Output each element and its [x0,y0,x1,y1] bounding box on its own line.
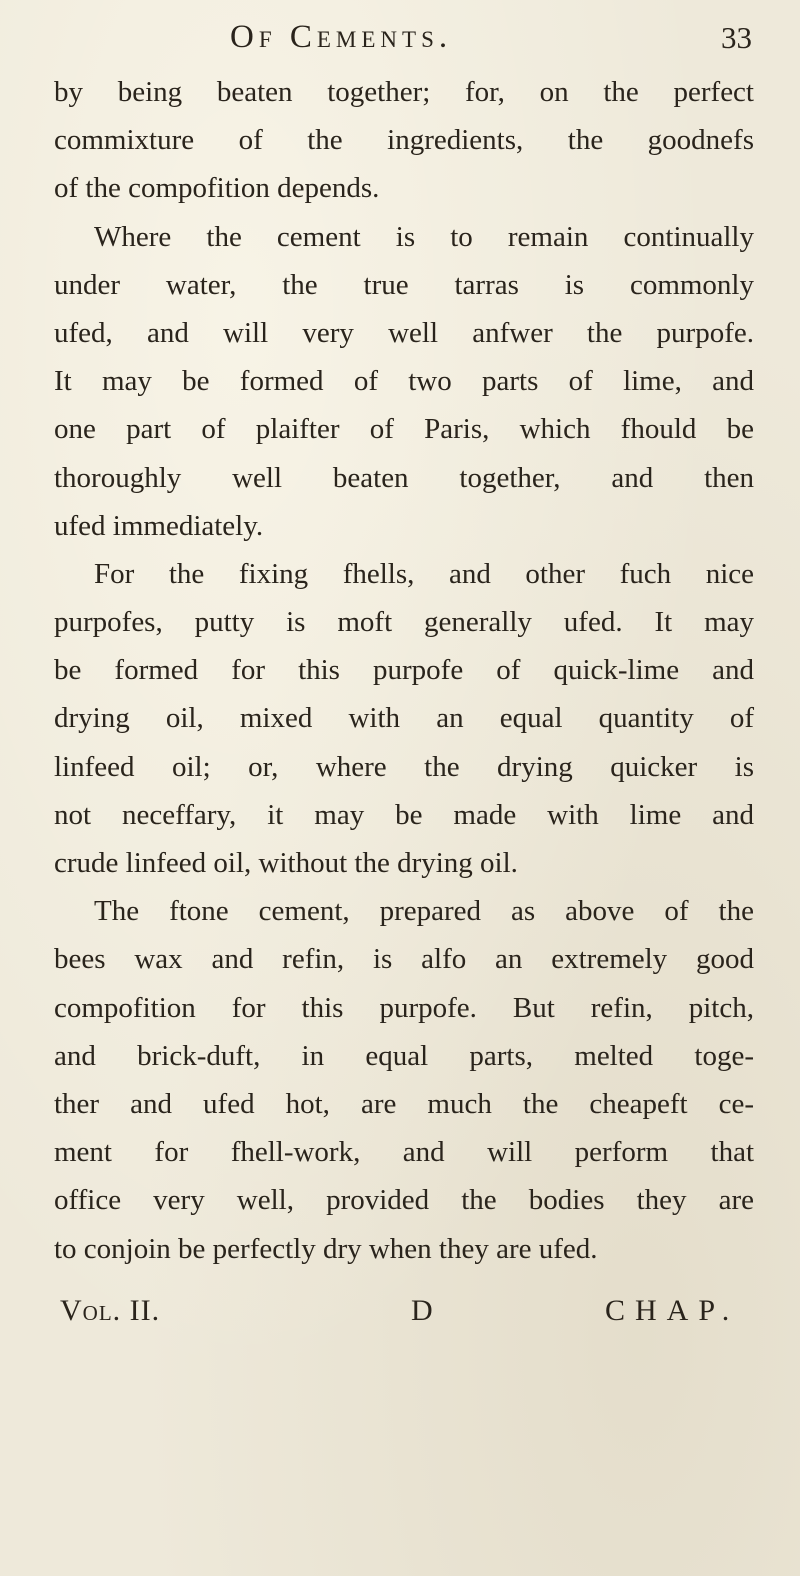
text-line: bees wax and refin, is alfo an extremely good [54,943,754,976]
text-line: one part of plaifter of Paris, which fhould be [54,413,754,446]
body-text [54,68,754,1273]
page-footer [60,1288,760,1334]
volume-label: Vol. II. [60,1294,161,1327]
text-line: by being beaten together; for, on the perfect [54,76,754,108]
text-line: to conjoin be perfectly dry when they are ufed. [54,1232,598,1265]
text-line: and brick-duft, in equal parts, melted toge- [54,1039,754,1072]
text-line: compofition for this purpofe. But refin, pitch, [54,991,754,1024]
running-title: Of Cements. [230,19,453,55]
page-number: 33 [721,20,752,55]
text-line: under water, the true tarras is commonly [54,268,754,301]
paragraph-start-line: For the fixing fhells, and other fuch nice [94,557,754,590]
text-line: be formed for this purpofe of quick-lime and [54,654,754,687]
text-line: drying oil, mixed with an equal quantity of [54,702,754,735]
paragraph-start-line: Where the cement is to remain continually [94,220,754,253]
catchword: CHAP. [605,1294,740,1327]
text-line: ther and ufed hot, are much the cheapeft ce- [54,1087,754,1120]
text-line: ufed, and will very well anfwer the purpofe. [54,316,754,349]
text-line: of the compofition depends. [54,172,380,205]
running-head [60,14,752,60]
text-line: ment for fhell-work, and will perform that [54,1136,754,1169]
text-line: purpofes, putty is moft generally ufed. It may [54,606,754,639]
text-line: not neceffary, it may be made with lime and [54,798,754,831]
text-line: It may be formed of two parts of lime, and [54,365,754,398]
paragraph-start-line: The ftone cement, prepared as above of the [94,895,754,928]
text-line: thoroughly well beaten together, and then [54,461,754,494]
signature-mark: D [411,1294,433,1327]
text-line: crude linfeed oil, without the drying oil. [54,847,518,879]
text-line: office very well, provided the bodies they are [54,1184,754,1217]
text-line: ufed immediately. [54,509,264,542]
text-line: linfeed oil; or, where the drying quicker is [54,750,754,783]
text-line: commixture of the ingredients, the goodnefs [54,124,754,157]
